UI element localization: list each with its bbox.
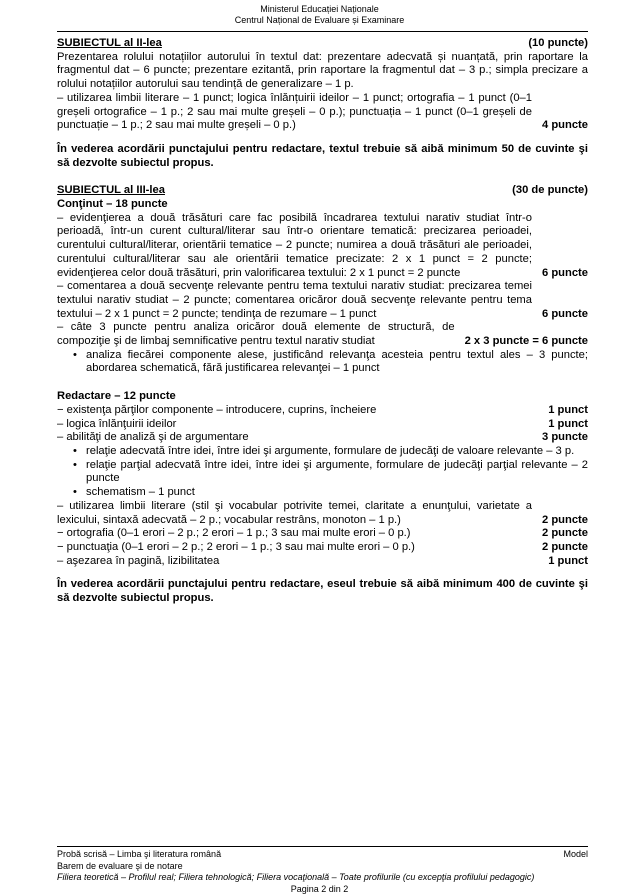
bullet-icon: • [73, 348, 77, 361]
section-2-criterion-content: Prezentarea rolului notațiilor autorului în textul dat: prezentare adecvată și nuanțată, prin raportare la fragmentul dat – 6 puncte; prezentare ezitantă, prin raportare la fragmentul dat – 3 p.; simpla precizare a rolului notațiilor autorului sau tendință de generalizare – 1 p. [57, 50, 588, 91]
redactare-criterion-7: – aşezarea în pagină, lizibilitatea 1 punct [57, 554, 588, 567]
section-2-note: În vederea acordării punctajului pentru redactare, textul trebuie să aibă minimum 50 de cuvinte şi să dezvolte subiectul propus. [57, 142, 588, 169]
redactare-criterion-3: – abilităţi de analiză şi de argumentare 3 puncte [57, 431, 588, 444]
redactare-criterion-2: – logica înlănţuirii ideilor 1 punct [57, 417, 588, 430]
section-2-title: SUBIECTUL al II-lea [57, 37, 162, 49]
document-body [57, 37, 588, 606]
footer-divider [57, 846, 588, 847]
header-divider [57, 31, 588, 32]
section-3-title: SUBIECTUL al III-lea [57, 184, 165, 197]
center-name: Centrul Național de Evaluare și Examinare [234, 15, 405, 25]
bullet-icon: • [73, 444, 77, 457]
redactare-criterion-3-bullet-3: • schematism – 1 punct [73, 486, 195, 499]
document-type: Model [563, 849, 588, 859]
footer-line-1 [57, 849, 588, 861]
content-criterion-1-text: – evidenţierea a două trăsături care fac posibilă încadrarea textului narativ studiat într-o perioadă, într-un curent cultural/literar sau într-o orientare tematică: precizarea perioadei, curentului cultural/literar, orientării tematice – 2 puncte; numirea a două trăsături ale perioadei, curentului cultural/literar sau ale orientării tematice precizate: 2 x 1 punct = 2 puncte; evidenţierea celor două trăsături, prin valorificarea textului: 2 x 1 punct = 2 puncte [57, 211, 532, 279]
exam-name: Probă scrisă – Limba şi literatura română [57, 849, 222, 859]
ministry-name: Ministerul Educației Naționale [260, 4, 379, 14]
section-3-heading [57, 184, 588, 198]
bullet-icon: • [73, 486, 77, 499]
content-criterion-3-bullet: • analiza fiecărei componente alese, justificând relevanţa acesteia pentru textul ales – 3 puncte; abordarea schematică, fără justificarea relevanţei – 1 punct [73, 348, 588, 375]
redactare-criterion-6: − punctuaţia (0–1 erori – 2 p.; 2 erori – 1 p.; 3 sau mai multe erori – 0 p.) 2 puncte [57, 540, 588, 553]
section-2-writing-points: 4 puncte [541, 119, 588, 132]
content-criterion-1-points: 6 puncte [541, 266, 588, 279]
section-2-heading [57, 37, 588, 51]
redactare-criterion-5: − ortografia (0–1 erori – 2 p.; 2 erori – 1 p.; 3 sau mai multe erori – 0 p.) 2 puncte [57, 527, 588, 540]
redactare-criterion-3-bullet-1: • relaţie adecvată între idei, între idei şi argumente, formulare de judecăţi de valoare relevante – 3 p. [73, 444, 575, 457]
content-criterion-2-points: 6 puncte [541, 307, 588, 320]
content-heading: Conţinut – 18 puncte [57, 198, 168, 211]
section-2-criterion-writing [57, 92, 588, 133]
content-criterion-1 [57, 212, 588, 281]
page-number: Pagina 2 din 2 [290, 884, 349, 894]
content-criterion-2 [57, 280, 588, 321]
redactare-heading: Redactare – 12 puncte [57, 390, 176, 403]
redactare-criterion-4: – utilizarea limbii literare (stil şi vocabular potrivite temei, claritate a enunţului, varietate a lexicului, sintaxă adecvată – 2 p.; vocabular restrâns, monoton – 1 p.) 2 puncte [57, 499, 588, 526]
section-2-points: (10 puncte) [528, 37, 588, 49]
footer-line-3: Filiera teoretică – Profilul real; Filiera tehnologică; Filiera vocaţională – Toate profilurile (cu excepţia profilului pedagogic) [57, 872, 535, 882]
redactare-criterion-3-bullet-2: • relaţie parţial adecvată între idei, între idei şi argumente, formulare de judecăţi parţial relevante – 2 puncte [73, 458, 588, 485]
section-3-points: (30 de puncte) [512, 184, 588, 197]
page-header [0, 4, 639, 26]
content-criterion-3 [57, 321, 588, 348]
content-criterion-2-text: – comentarea a două secvenţe relevante pentru tema textului narativ studiat: precizarea temei textului narativ studiat – 2 puncte; comentarea oricăror două secvenţe relevante pentru tema textului – 2 x 1 punct = 2 puncte; tendinţa de rezumare – 1 punct [57, 280, 532, 320]
section-2-writing-text: – utilizarea limbii literare – 1 punct; logica înlănțuirii ideilor – 1 punct; ortografia – 1 punct (0–1 greșeli ortografice – 1 p.; 2 sau mai multe greșeli – 0 p.); punctuația – 1 punct (0–1 greșeli de punctuație – 1 p.; 2 sau mai multe greșeli – 0 p.) [57, 91, 532, 132]
section-3-note: În vederea acordării punctajului pentru redactare, eseul trebuie să aibă minimum 400 de cuvinte şi să dezvolte subiectul propus. [57, 578, 588, 605]
redactare-criterion-1: − existenţa părţilor componente – introducere, cuprins, încheiere 1 punct [57, 403, 588, 416]
content-criterion-3-points: 2 x 3 puncte = 6 puncte [464, 335, 588, 348]
footer-line-2: Barem de evaluare şi de notare [57, 860, 183, 871]
page-footer [57, 849, 588, 884]
bullet-icon: • [73, 458, 77, 471]
content-criterion-3-text: – câte 3 puncte pentru analiza oricăror două elemente de structură, de compoziţie şi de limbaj semnificative pentru textul narativ studiat [57, 321, 455, 348]
